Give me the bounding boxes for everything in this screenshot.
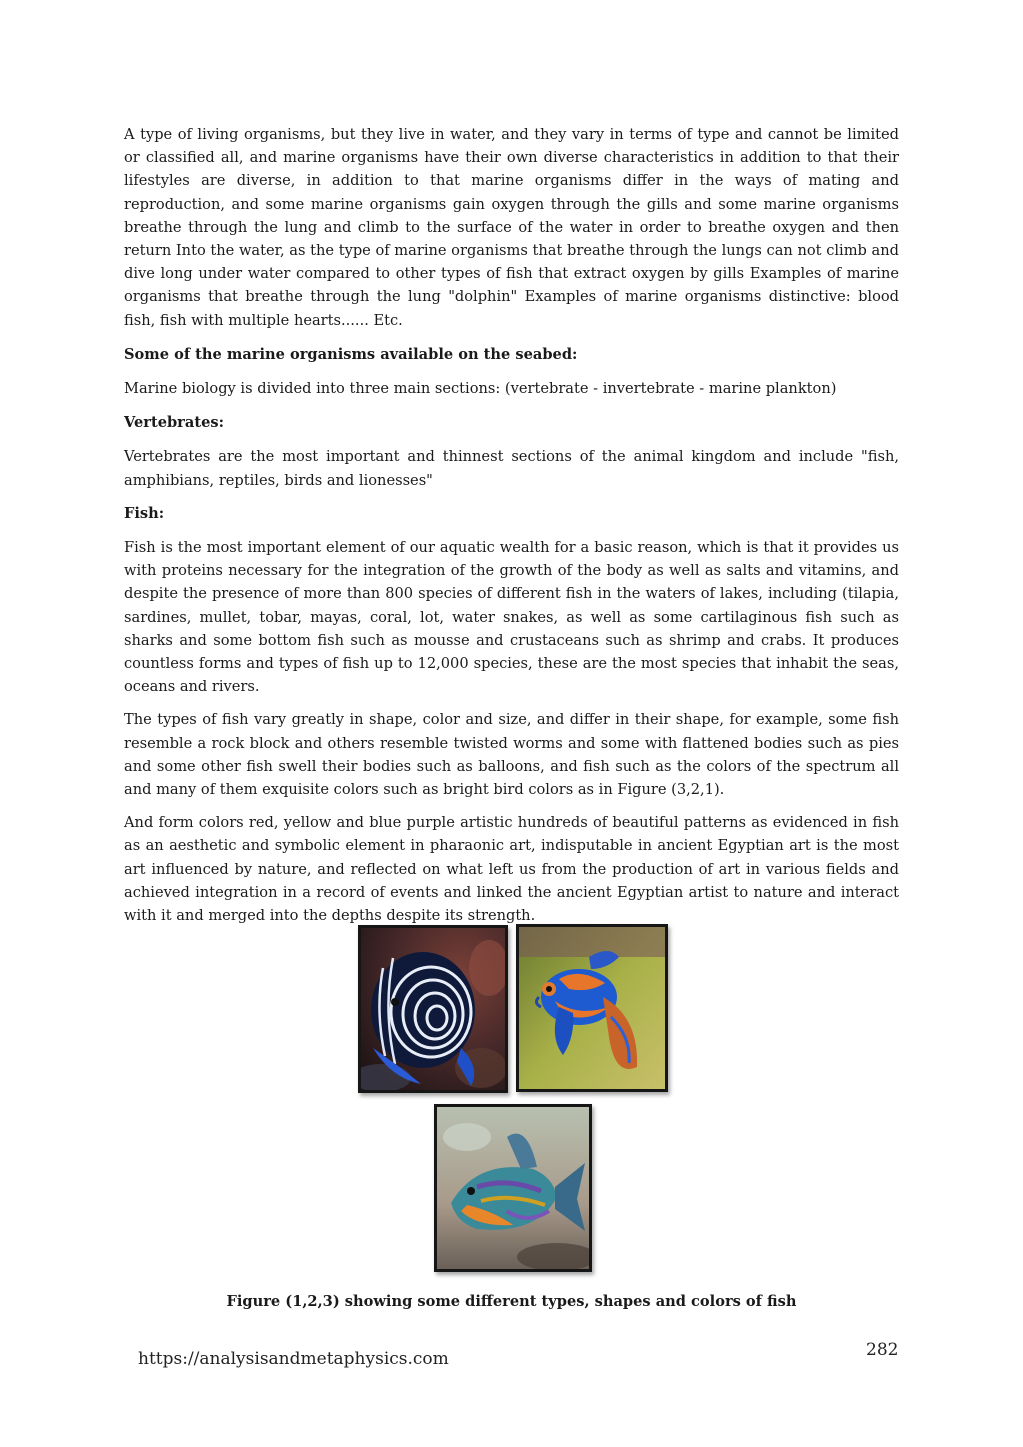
figure-caption: Figure (1,2,3) showing some different types, shapes and colors of fish: [226, 1293, 797, 1310]
paragraph-fish-importance: Fish is the most important element of our aquatic wealth for a basic reason, which is that it provides us with proteins necessary for the integration of the growth of the body as well as salts and vitamins, and despite the presence of more than 800 species of different fish in the waters of lakes, including (tilapia, sardines, mullet, tobar, mayas, coral, lot, water snakes, as well as some cartilaginous fish such as sharks and some bottom fish such as mousse and crustaceans such as shrimp and crabs. It produces countless forms and types of fish up to 12,000 species, these are the most species that inhabit the seas, oceans and rivers.: [124, 539, 899, 696]
body-text: [124, 123, 899, 937]
paragraph-marine-biology-sections: Marine biology is divided into three main sections: (vertebrate - invertebrate - marine plankton): [124, 380, 837, 398]
page-number: 282: [866, 1340, 899, 1360]
heading-vertebrates: Vertebrates:: [124, 414, 224, 432]
paragraph-intro: A type of living organisms, but they live in water, and they vary in terms of type and cannot be limited or classified all, and marine organisms have their own diverse characteristics in addition to that their lifestyles are diverse, in addition to that marine organisms differ in the ways of mating and reproduction, and some marine organisms gain oxygen through the gills and some marine organisms breathe through the lung and climb to the surface of the water in order to breathe oxygen and then return Into the water, as the type of marine organisms that breathe through the lungs can not climb and dive long under water compared to other types of fish that extract oxygen by gills Examples of marine organisms that breathe through the lung "dolphin" Examples of marine organisms distinctive: blood fish, fish with multiple hearts...... Etc.: [124, 126, 899, 329]
angelfish-photo: [358, 925, 508, 1093]
heading-seabed-organisms: Some of the marine organisms available on the seabed:: [124, 345, 578, 363]
paragraph-fish-art: And form colors red, yellow and blue purple artistic hundreds of beautiful patterns as evidenced in fish as an aesthetic and symbolic element in pharaonic art, indisputable in ancient Egyptian art is the most art influenced by nature, and reflected on what left us from the production of art in various fields and achieved integration in a record of events and linked the ancient Egyptian artist to nature and interact with it and merged into the depths despite its strength.: [124, 814, 899, 925]
heading-fish: Fish:: [124, 504, 165, 522]
paragraph-vertebrates: Vertebrates are the most important and thinnest sections of the animal kingdom and include "fish, amphibians, reptiles, birds and lionesses": [124, 448, 899, 489]
triggerfish-photo: [434, 1104, 592, 1272]
paragraph-fish-shapes: The types of fish vary greatly in shape, color and size, and differ in their shape, for example, some fish resemble a rock block and others resemble twisted worms and some with flattened bodies such as pies and some other fish swell their bodies such as balloons, and fish such as the colors of the spectrum all and many of them exquisite colors such as bright bird colors as in Figure (3,2,1).: [124, 711, 899, 799]
mandarinfish-photo: [516, 924, 668, 1092]
footer-url: https://analysisandmetaphysics.com: [138, 1349, 449, 1369]
